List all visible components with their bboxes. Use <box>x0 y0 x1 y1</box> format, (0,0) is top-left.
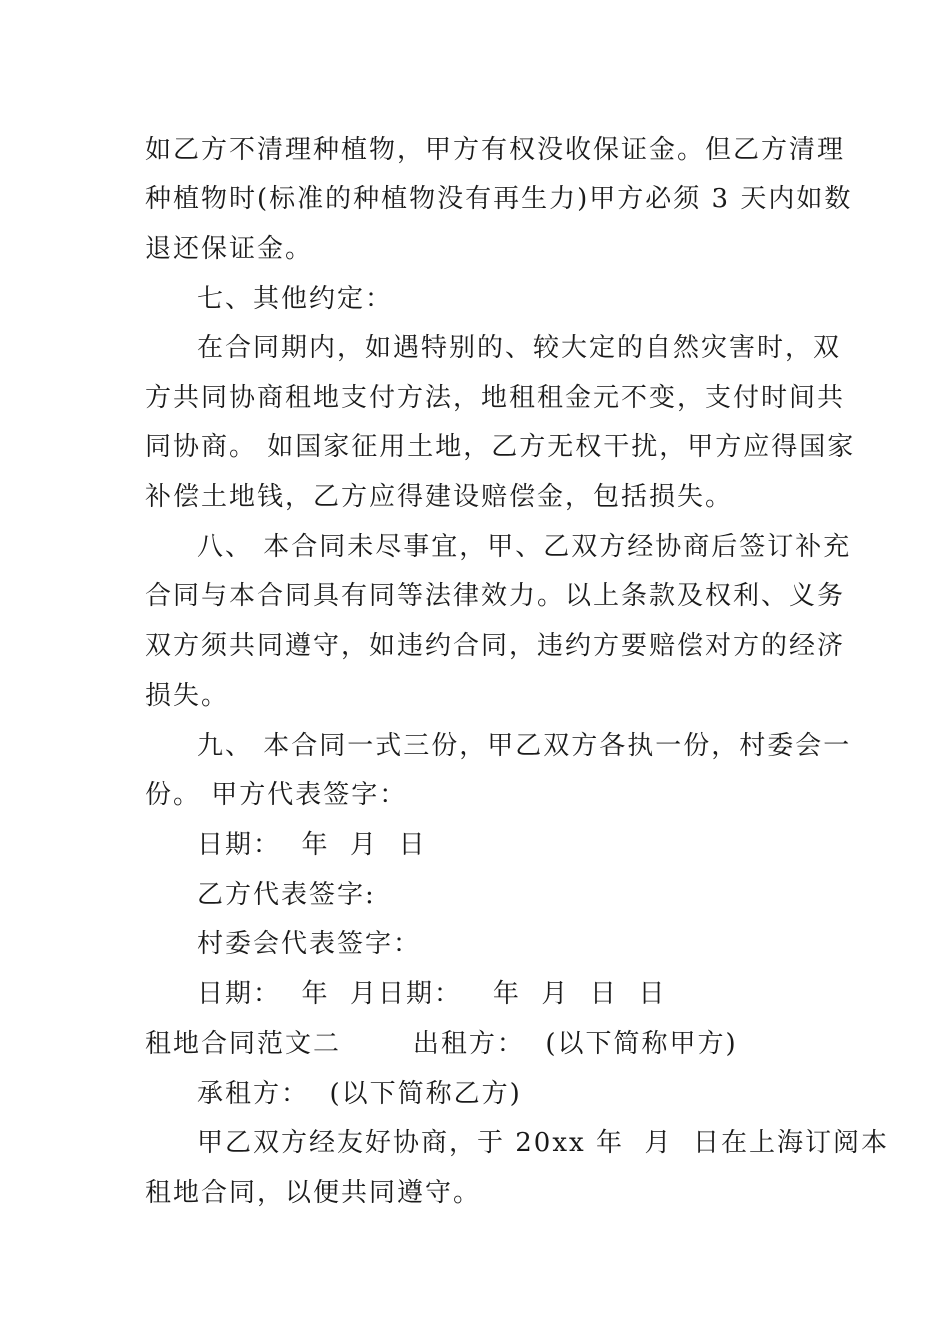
text-line: 合同与本合同具有同等法律效力。以上条款及权利、义务 <box>145 581 846 611</box>
text-line: 方共同协商租地支付方法，地租租金元不变，支付时间共 <box>145 383 846 413</box>
text-line: 种植物时(标准的种植物没有再生力)甲方必须 3 天内如数 <box>145 184 853 214</box>
document-title-line: 租地合同范文二 出租方： (以下简称甲方) <box>145 1029 738 1059</box>
text-line: 退还保证金。 <box>145 234 314 264</box>
date-line: 日期： 年 月日期： 年 月 日 日 <box>197 979 667 1009</box>
text-line: 承租方： (以下简称乙方) <box>197 1079 522 1109</box>
text-line: 甲乙双方经友好协商，于 20xx 年 月 日在上海订阅本 <box>197 1128 889 1158</box>
signature-line: 村委会代表签字： <box>197 929 422 959</box>
text-line: 如乙方不清理种植物，甲方有权没收保证金。但乙方清理 <box>145 135 846 165</box>
text-line: 补偿土地钱，乙方应得建设赔偿金，包括损失。 <box>145 482 734 512</box>
text-line: 损失。 <box>145 681 230 711</box>
signature-line: 份。 甲方代表签字： <box>145 780 408 810</box>
text-line: 九、 本合同一式三份，甲乙双方各执一份，村委会一 <box>197 731 852 761</box>
text-line: 在合同期内，如遇特别的、较大定的自然灾害时，双 <box>197 333 842 363</box>
section-heading: 七、其他约定： <box>197 284 394 314</box>
signature-line: 乙方代表签字: <box>197 880 376 910</box>
text-line: 租地合同，以便共同遵守。 <box>145 1178 482 1208</box>
text-line: 双方须共同遵守，如违约合同，违约方要赔偿对方的经济 <box>145 631 846 661</box>
date-line: 日期： 年 月 日 <box>197 830 427 860</box>
text-line: 八、 本合同未尽事宜，甲、乙双方经协商后签订补充 <box>197 532 852 562</box>
text-line: 同协商。 如国家征用土地，乙方无权干扰，甲方应得国家 <box>145 432 856 462</box>
